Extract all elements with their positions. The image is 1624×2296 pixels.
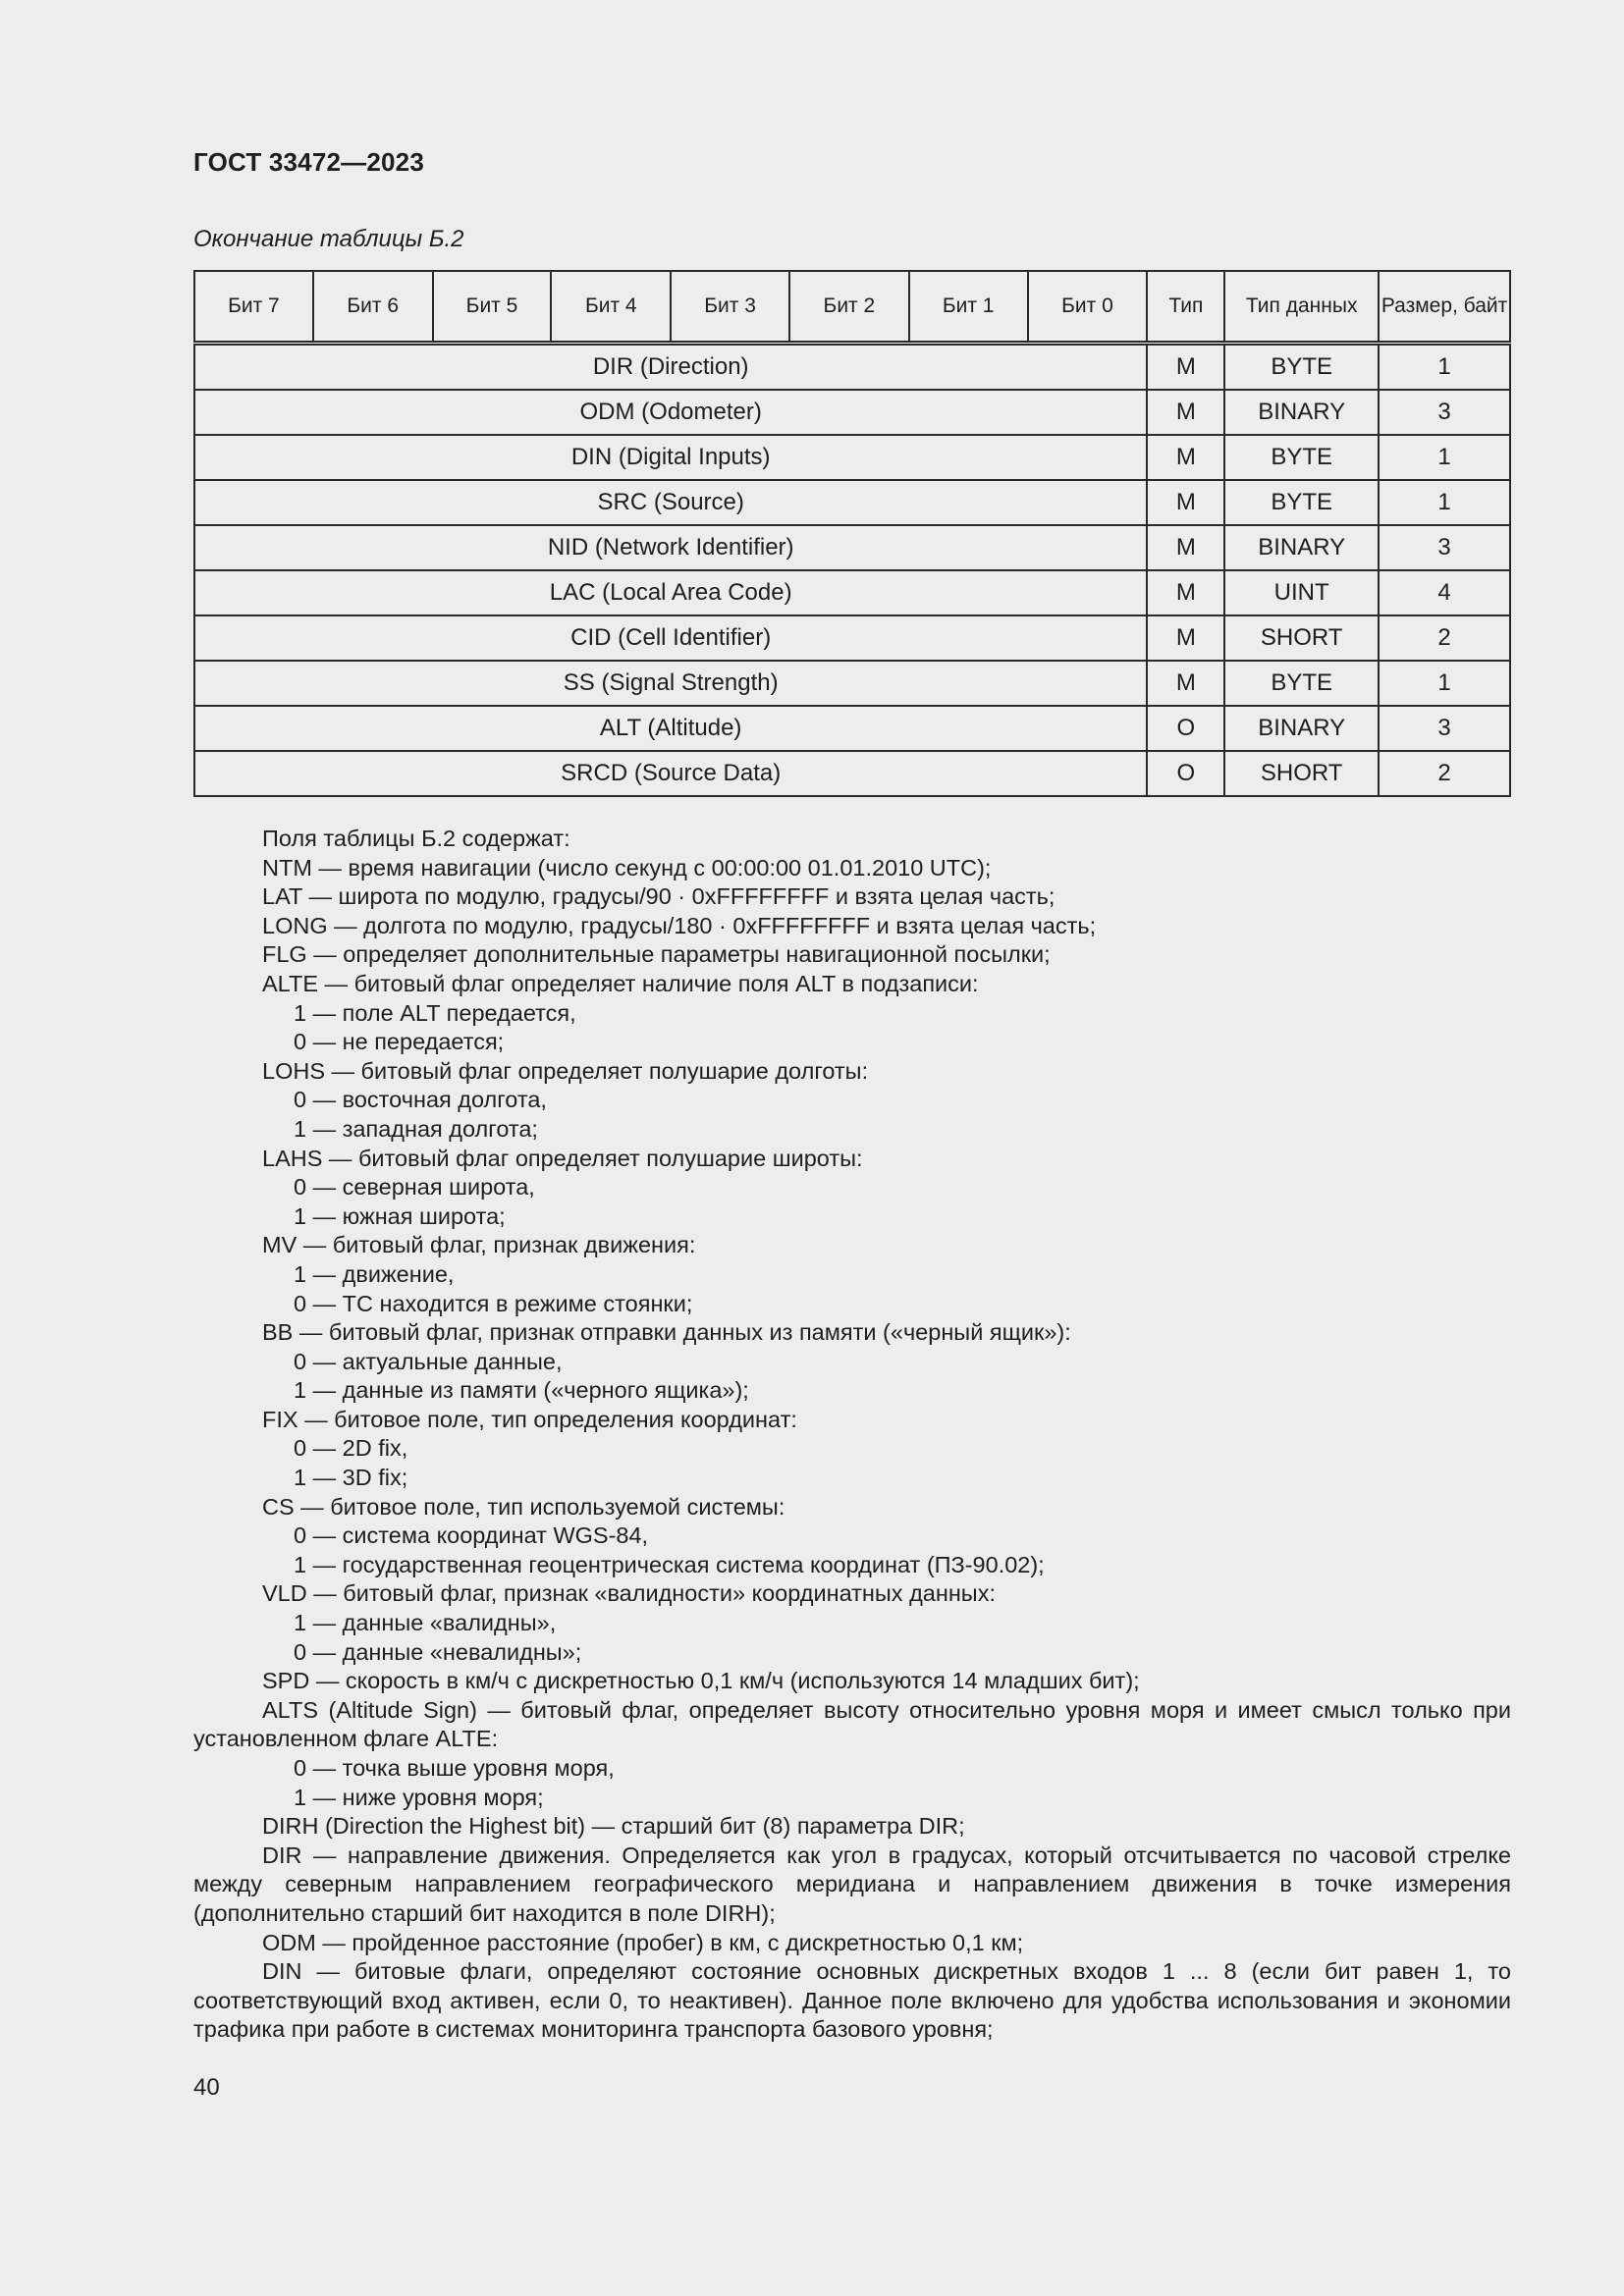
size-cell: 3	[1379, 525, 1510, 570]
paragraph: 0 — не передается;	[294, 1029, 505, 1055]
type-cell: M	[1147, 525, 1224, 570]
type-cell: M	[1147, 570, 1224, 615]
table-row	[194, 525, 1510, 570]
data-type-cell: BYTE	[1224, 480, 1379, 525]
paragraph: 1 — ниже уровня моря;	[294, 1784, 544, 1810]
table-row	[194, 480, 1510, 525]
size-cell: 1	[1379, 480, 1510, 525]
paragraph: ODM — пройденное расстояние (пробег) в км, с дискретностью 0,1 км;	[262, 1929, 1024, 1955]
size-cell: 1	[1379, 661, 1510, 706]
paragraph: ALTE — битовый флаг определяет наличие поля ALT в подзаписи:	[262, 970, 979, 996]
paragraph: 0 — актуальные данные,	[294, 1348, 563, 1374]
bit-field-table	[193, 270, 1511, 797]
paragraph: LOHS — битовый флаг определяет полушарие долготы:	[262, 1057, 869, 1084]
col-header: Бит 3	[671, 271, 789, 344]
field-name-cell: CID (Cell Identifier)	[194, 615, 1147, 661]
type-cell: M	[1147, 615, 1224, 661]
paragraph: 0 — ТС находится в режиме стоянки;	[294, 1290, 693, 1316]
field-descriptions	[193, 825, 1511, 2045]
paragraph: CS — битовое поле, тип используемой системы:	[262, 1493, 785, 1520]
table-row	[194, 661, 1510, 706]
data-type-cell: UINT	[1224, 570, 1379, 615]
data-type-cell: SHORT	[1224, 615, 1379, 661]
col-header: Бит 6	[313, 271, 433, 344]
data-type-cell: BINARY	[1224, 706, 1379, 751]
table-row	[194, 570, 1510, 615]
paragraph: LONG — долгота по модулю, градусы/180 · 0xFFFFFFFF и взята целая часть;	[262, 912, 1097, 938]
type-cell: M	[1147, 344, 1224, 391]
paragraph: 1 — движение,	[294, 1260, 455, 1287]
field-name-cell: SRC (Source)	[194, 480, 1147, 525]
size-cell: 1	[1379, 435, 1510, 480]
paragraph: SPD — скорость в км/ч с дискретностью 0,1 км/ч (используются 14 младших бит);	[262, 1668, 1140, 1694]
col-header: Бит 5	[433, 271, 552, 344]
paragraph: FLG — определяет дополнительные параметры навигационной посылки;	[262, 941, 1051, 968]
field-name-cell: NID (Network Identifier)	[194, 525, 1147, 570]
paragraph: FIX — битовое поле, тип определения координат:	[262, 1406, 797, 1432]
paragraph: 0 — система координат WGS-84,	[294, 1522, 649, 1549]
field-name-cell: SRCD (Source Data)	[194, 751, 1147, 796]
table-row	[194, 390, 1510, 435]
col-header: Бит 1	[909, 271, 1028, 344]
data-type-cell: BYTE	[1224, 344, 1379, 391]
col-header: Бит 0	[1028, 271, 1148, 344]
document-code: ГОСТ 33472—2023	[193, 147, 424, 177]
paragraph: Поля таблицы Б.2 содержат:	[262, 826, 570, 851]
paragraph: ALTS (Altitude Sign) — битовый флаг, определяет высоту относительно уровня моря и имеет смысл только при установленном флаге ALTE:	[193, 1696, 1511, 1752]
data-type-cell: BINARY	[1224, 390, 1379, 435]
col-header: Бит 2	[789, 271, 909, 344]
paragraph: 0 — данные «невалидны»;	[294, 1638, 582, 1665]
type-cell: O	[1147, 751, 1224, 796]
paragraph: 1 — западная долгота;	[294, 1115, 538, 1142]
paragraph: BB — битовый флаг, признак отправки данных из памяти («черный ящик»):	[262, 1319, 1071, 1346]
paragraph: 1 — поле ALT передается,	[294, 999, 576, 1026]
size-cell: 3	[1379, 706, 1510, 751]
paragraph: 0 — 2D fix,	[294, 1435, 408, 1462]
page-number: 40	[193, 2074, 220, 2101]
size-cell: 2	[1379, 615, 1510, 661]
paragraph: 0 — точка выше уровня моря,	[294, 1755, 615, 1781]
paragraph: 1 — 3D fix;	[294, 1465, 408, 1491]
type-cell: M	[1147, 435, 1224, 480]
paragraph: NTM — время навигации (число секунд с 00:00:00 01.01.2010 UTC);	[262, 854, 992, 881]
size-cell: 4	[1379, 570, 1510, 615]
paragraph: DIN — битовые флаги, определяют состояние основных дискретных входов 1 ... 8 (если бит равен 1, то соответствующий вход активен, если 0, то неактивен). Данное поле включено для удобства использования и экономии трафика при работе в системах мониторинга транспорта базового уровня;	[193, 1958, 1511, 2043]
paragraph: 1 — данные из памяти («черного ящика»);	[294, 1377, 749, 1404]
paragraph: MV — битовый флаг, признак движения:	[262, 1232, 696, 1258]
table-row	[194, 615, 1510, 661]
table-row	[194, 706, 1510, 751]
paragraph: 0 — восточная долгота,	[294, 1087, 547, 1113]
paragraph: 0 — северная широта,	[294, 1174, 535, 1201]
table-row	[194, 751, 1510, 796]
paragraph: 1 — южная широта;	[294, 1202, 506, 1229]
data-type-cell: BYTE	[1224, 661, 1379, 706]
type-cell: M	[1147, 480, 1224, 525]
table-row	[194, 435, 1510, 480]
field-name-cell: ODM (Odometer)	[194, 390, 1147, 435]
paragraph: 1 — государственная геоцентрическая система координат (ПЗ-90.02);	[294, 1551, 1045, 1577]
field-name-cell: SS (Signal Strength)	[194, 661, 1147, 706]
table-caption: Окончание таблицы Б.2	[193, 226, 464, 252]
col-header: Тип	[1147, 271, 1224, 344]
col-header: Бит 4	[551, 271, 671, 344]
col-header: Тип данных	[1224, 271, 1379, 344]
data-type-cell: BYTE	[1224, 435, 1379, 480]
field-name-cell: ALT (Altitude)	[194, 706, 1147, 751]
paragraph: VLD — битовый флаг, признак «валидности» координатных данных:	[262, 1580, 996, 1607]
col-header: Бит 7	[194, 271, 313, 344]
table-header-row	[194, 271, 1510, 344]
type-cell: M	[1147, 390, 1224, 435]
field-name-cell: DIN (Digital Inputs)	[194, 435, 1147, 480]
size-cell: 3	[1379, 390, 1510, 435]
size-cell: 2	[1379, 751, 1510, 796]
field-name-cell: LAC (Local Area Code)	[194, 570, 1147, 615]
col-header: Размер, байт	[1379, 271, 1510, 344]
type-cell: M	[1147, 661, 1224, 706]
field-name-cell: DIR (Direction)	[194, 344, 1147, 391]
type-cell: O	[1147, 706, 1224, 751]
paragraph: LAT — широта по модулю, градусы/90 · 0xFFFFFFFF и взята целая часть;	[262, 883, 1056, 910]
size-cell: 1	[1379, 344, 1510, 391]
paragraph: DIR — направление движения. Определяется как угол в градусах, который отсчитывается по часовой стрелке между северным направлением географического меридиана и направлением движения в точке измерения (дополнительно старший бит находится в поле DIRH);	[193, 1842, 1511, 1926]
data-type-cell: SHORT	[1224, 751, 1379, 796]
paragraph: DIRH (Direction the Highest bit) — старший бит (8) параметра DIR;	[262, 1813, 965, 1840]
table-row	[194, 344, 1510, 391]
paragraph: LAHS — битовый флаг определяет полушарие широты:	[262, 1145, 863, 1171]
data-type-cell: BINARY	[1224, 525, 1379, 570]
paragraph: 1 — данные «валидны»,	[294, 1610, 557, 1636]
